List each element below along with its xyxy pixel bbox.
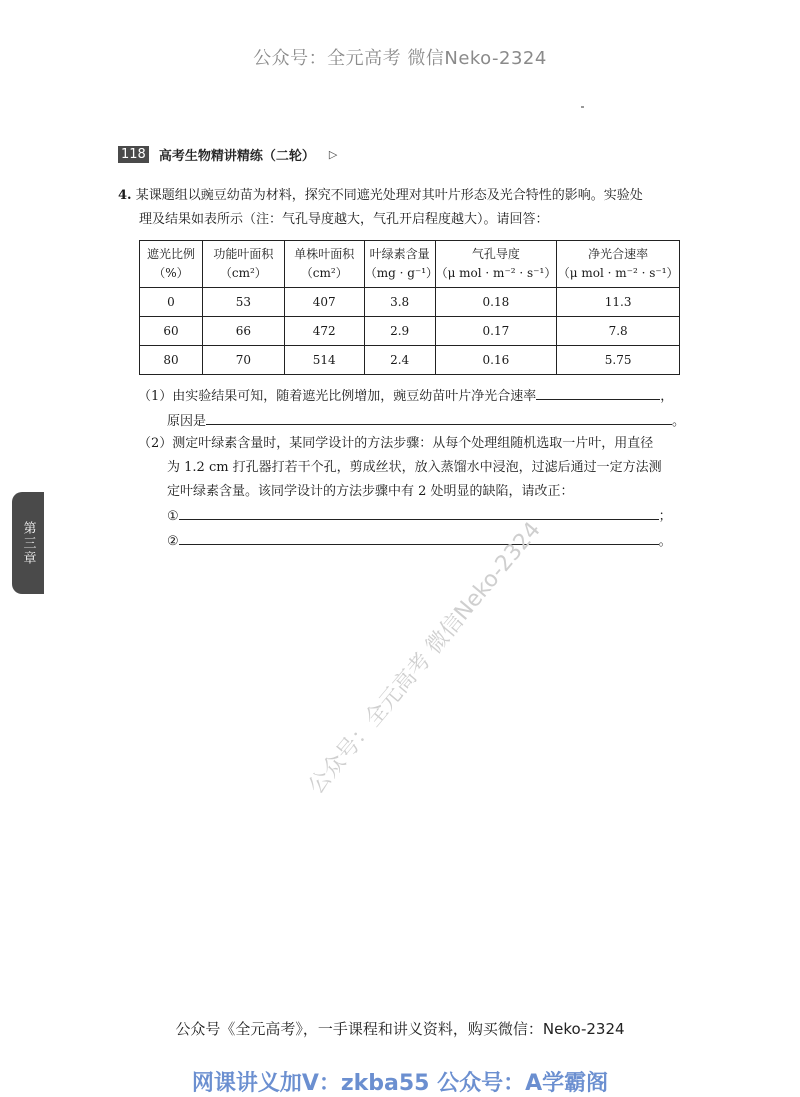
question-line-2: 理及结果如表所示（注：气孔导度越大，气孔开启程度越大）。请回答：	[139, 212, 549, 227]
answer-blank-item-2[interactable]	[179, 529, 659, 545]
question-line-1: 某课题组以豌豆幼苗为材料，探究不同遮光处理对其叶片形态及光合特性的影响。实验处	[135, 188, 643, 203]
punctuation: ；	[658, 509, 672, 524]
table-cell: 66	[202, 317, 284, 346]
table-cell: 0	[140, 288, 203, 317]
table-cell: 80	[140, 346, 203, 375]
table-cell: 2.4	[364, 346, 435, 375]
play-triangle-icon: ▷	[328, 148, 338, 161]
table-row	[140, 346, 680, 375]
page-header	[118, 145, 337, 164]
table-cell: 7.8	[557, 317, 680, 346]
table-cell: 0.16	[435, 346, 557, 375]
table-cell: 472	[284, 317, 364, 346]
diagonal-watermark: 公众号：全元高考 微信Neko-2324	[303, 517, 546, 800]
punctuation: ，	[660, 389, 674, 404]
scan-speck	[581, 106, 584, 108]
table-cell: 70	[202, 346, 284, 375]
page-number: 118	[118, 146, 149, 163]
answer-blank-1[interactable]	[536, 384, 660, 400]
table-cell: 0.18	[435, 288, 557, 317]
subquestion-2-line-2: 为 1.2 cm 打孔器打若干个孔，剪成丝状，放入蒸馏水中浸泡，过滤后通过一定方法测	[167, 460, 662, 475]
table-cell: 514	[284, 346, 364, 375]
table-cell: 3.8	[364, 288, 435, 317]
table-cell: 11.3	[557, 288, 680, 317]
punctuation: 。	[658, 534, 672, 549]
question-number: 4.	[118, 188, 132, 203]
header-plant-leaf-area: 单株叶面积 （cm²）	[284, 241, 364, 288]
subquestion-1	[138, 384, 688, 434]
top-watermark: 公众号：全元高考 微信Neko-2324	[253, 48, 547, 69]
book-title: 高考生物精讲精练（二轮）	[158, 149, 315, 164]
header-shading-ratio: 遮光比例 （%）	[140, 241, 203, 288]
reason-label: 原因是	[167, 414, 207, 429]
header-stomatal-conductance: 气孔导度 （μ mol · m⁻² · s⁻¹）	[435, 241, 557, 288]
results-table	[139, 240, 680, 375]
table-cell: 5.75	[557, 346, 680, 375]
subquestion-2	[138, 432, 688, 554]
subquestion-1-text: 由实验结果可知，随着遮光比例增加，豌豆幼苗叶片净光合速率	[172, 389, 537, 404]
table-cell: 407	[284, 288, 364, 317]
punctuation: 。	[672, 414, 686, 429]
answer-blank-reason[interactable]	[206, 409, 672, 425]
item-1-marker: ①	[167, 509, 179, 524]
answer-blank-item-1[interactable]	[179, 504, 659, 520]
header-net-photosynthesis: 净光合速率 （μ mol · m⁻² · s⁻¹）	[557, 241, 680, 288]
subquestion-2-label: （2）	[138, 436, 173, 451]
table-cell: 2.9	[364, 317, 435, 346]
subquestion-2-line-3: 定叶绿素含量。该同学设计的方法步骤中有 2 处明显的缺陷，请改正：	[167, 484, 574, 499]
table-row	[140, 317, 680, 346]
subquestion-2-line-1: 测定叶绿素含量时，某同学设计的方法步骤：从每个处理组随机选取一片叶，用直径	[172, 436, 654, 451]
question-stem	[118, 184, 688, 232]
table-header-row	[140, 241, 680, 288]
table-cell: 0.17	[435, 317, 557, 346]
footer-watermark: 公众号《全元高考》，一手课程和讲义资料，购买微信：Neko-2324	[175, 1020, 625, 1038]
chapter-side-tab: 第三章	[12, 492, 44, 594]
header-chlorophyll: 叶绿素含量 （mg · g⁻¹）	[364, 241, 435, 288]
subquestion-1-label: （1）	[138, 389, 173, 404]
header-functional-leaf-area: 功能叶面积 （cm²）	[202, 241, 284, 288]
table-cell: 60	[140, 317, 203, 346]
item-2-marker: ②	[167, 534, 179, 549]
bottom-cut-watermark: 网课讲义加V：zkba55 公众号：A学霸阁	[191, 1071, 609, 1096]
table-row	[140, 288, 680, 317]
table-cell: 53	[202, 288, 284, 317]
